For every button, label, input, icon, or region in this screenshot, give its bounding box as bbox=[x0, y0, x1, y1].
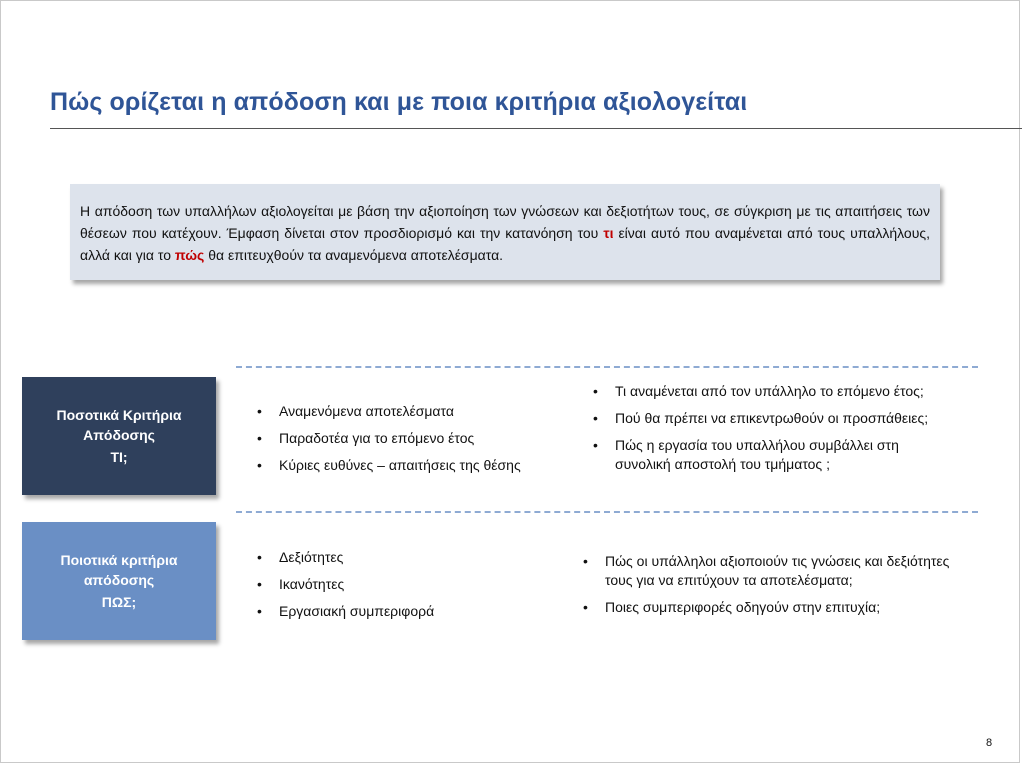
summary-text-part2: είναι αυτό που αναμένεται από τους υπαλλήλους, αλλά και για το bbox=[80, 225, 931, 263]
bullet-icon: • bbox=[257, 576, 262, 592]
list-item: • Εργασιακή συμπεριφορά bbox=[257, 603, 435, 619]
list-item: • Ποιες συμπεριφορές οδηγούν στην επιτυχία; bbox=[583, 599, 881, 615]
bullet-icon: • bbox=[257, 549, 262, 565]
bullet-icon: • bbox=[257, 603, 262, 619]
list-item: • Πού θα πρέπει να επικεντρωθούν οι προσπάθειες; bbox=[593, 410, 929, 426]
dashed-divider-middle bbox=[236, 511, 978, 513]
bullet-icon: • bbox=[257, 403, 262, 419]
quantitative-items-list bbox=[257, 402, 521, 483]
summary-text-part3: θα επιτευχθούν τα αναμενόμενα αποτελέσματα. bbox=[204, 247, 504, 263]
quantitative-question-label: ΤΙ; bbox=[110, 449, 128, 465]
summary-emphasis-pos: πώς bbox=[174, 247, 205, 263]
summary-emphasis-ti: τι bbox=[603, 225, 614, 241]
page-number: 8 bbox=[986, 737, 993, 749]
qualitative-items-list bbox=[257, 548, 434, 629]
bullet-icon: • bbox=[257, 430, 262, 446]
quantitative-questions-list bbox=[593, 382, 973, 482]
bullet-icon: • bbox=[593, 437, 598, 453]
list-item: • Τι αναμένεται από τον υπάλληλο το επόμενο έτος; bbox=[593, 383, 924, 399]
bullet-icon: • bbox=[593, 383, 598, 399]
list-item: • Αναμενόμενα αποτελέσματα bbox=[257, 403, 454, 419]
summary-box bbox=[70, 184, 940, 280]
bullet-icon: • bbox=[257, 457, 262, 473]
qualitative-questions-list bbox=[583, 552, 973, 625]
bullet-icon: • bbox=[583, 553, 588, 569]
list-item: • Παραδοτέα για το επόμενο έτος bbox=[257, 430, 475, 446]
qualitative-criteria-box bbox=[22, 522, 216, 640]
quantitative-title-line2: Απόδοσης bbox=[83, 427, 155, 443]
bullet-icon: • bbox=[593, 410, 598, 426]
title-underline bbox=[50, 128, 1022, 129]
list-item: • Πώς η εργασία του υπαλλήλου συμβάλλει στη συνολική αποστολή του τμήματος ; bbox=[593, 437, 899, 472]
list-item: • Ικανότητες bbox=[257, 576, 345, 592]
quantitative-criteria-box bbox=[22, 377, 216, 495]
list-item: • Κύριες ευθύνες – απαιτήσεις της θέσης bbox=[257, 457, 521, 473]
qualitative-title-line1: Ποιοτικά κριτήρια bbox=[60, 552, 178, 568]
list-item: • Δεξιότητες bbox=[257, 549, 344, 565]
quantitative-title-line1: Ποσοτικά Κριτήρια bbox=[56, 407, 182, 423]
slide-title: Πώς ορίζεται η απόδοση και με ποια κριτήρια αξιολογείται bbox=[50, 88, 748, 116]
dashed-divider-top bbox=[236, 366, 978, 368]
summary-text-part1: Η απόδοση των υπαλλήλων αξιολογείται με βάση την αξιοποίηση των γνώσεων και δεξιοτήτων τους, σε σύγκριση με τις απαιτήσεις των θέσεων που κατέχουν. Έμφαση δίνεται στον προσδιορισμό και την κατανόηση του bbox=[80, 203, 930, 241]
qualitative-question-label: ΠΩΣ; bbox=[101, 594, 137, 610]
bullet-icon: • bbox=[583, 599, 588, 615]
list-item: • Πώς οι υπάλληλοι αξιοποιούν τις γνώσεις και δεξιότητες τους για να επιτύχουν τα αποτελέσματα; bbox=[583, 553, 950, 588]
qualitative-title-line2: απόδοσης bbox=[83, 572, 155, 588]
